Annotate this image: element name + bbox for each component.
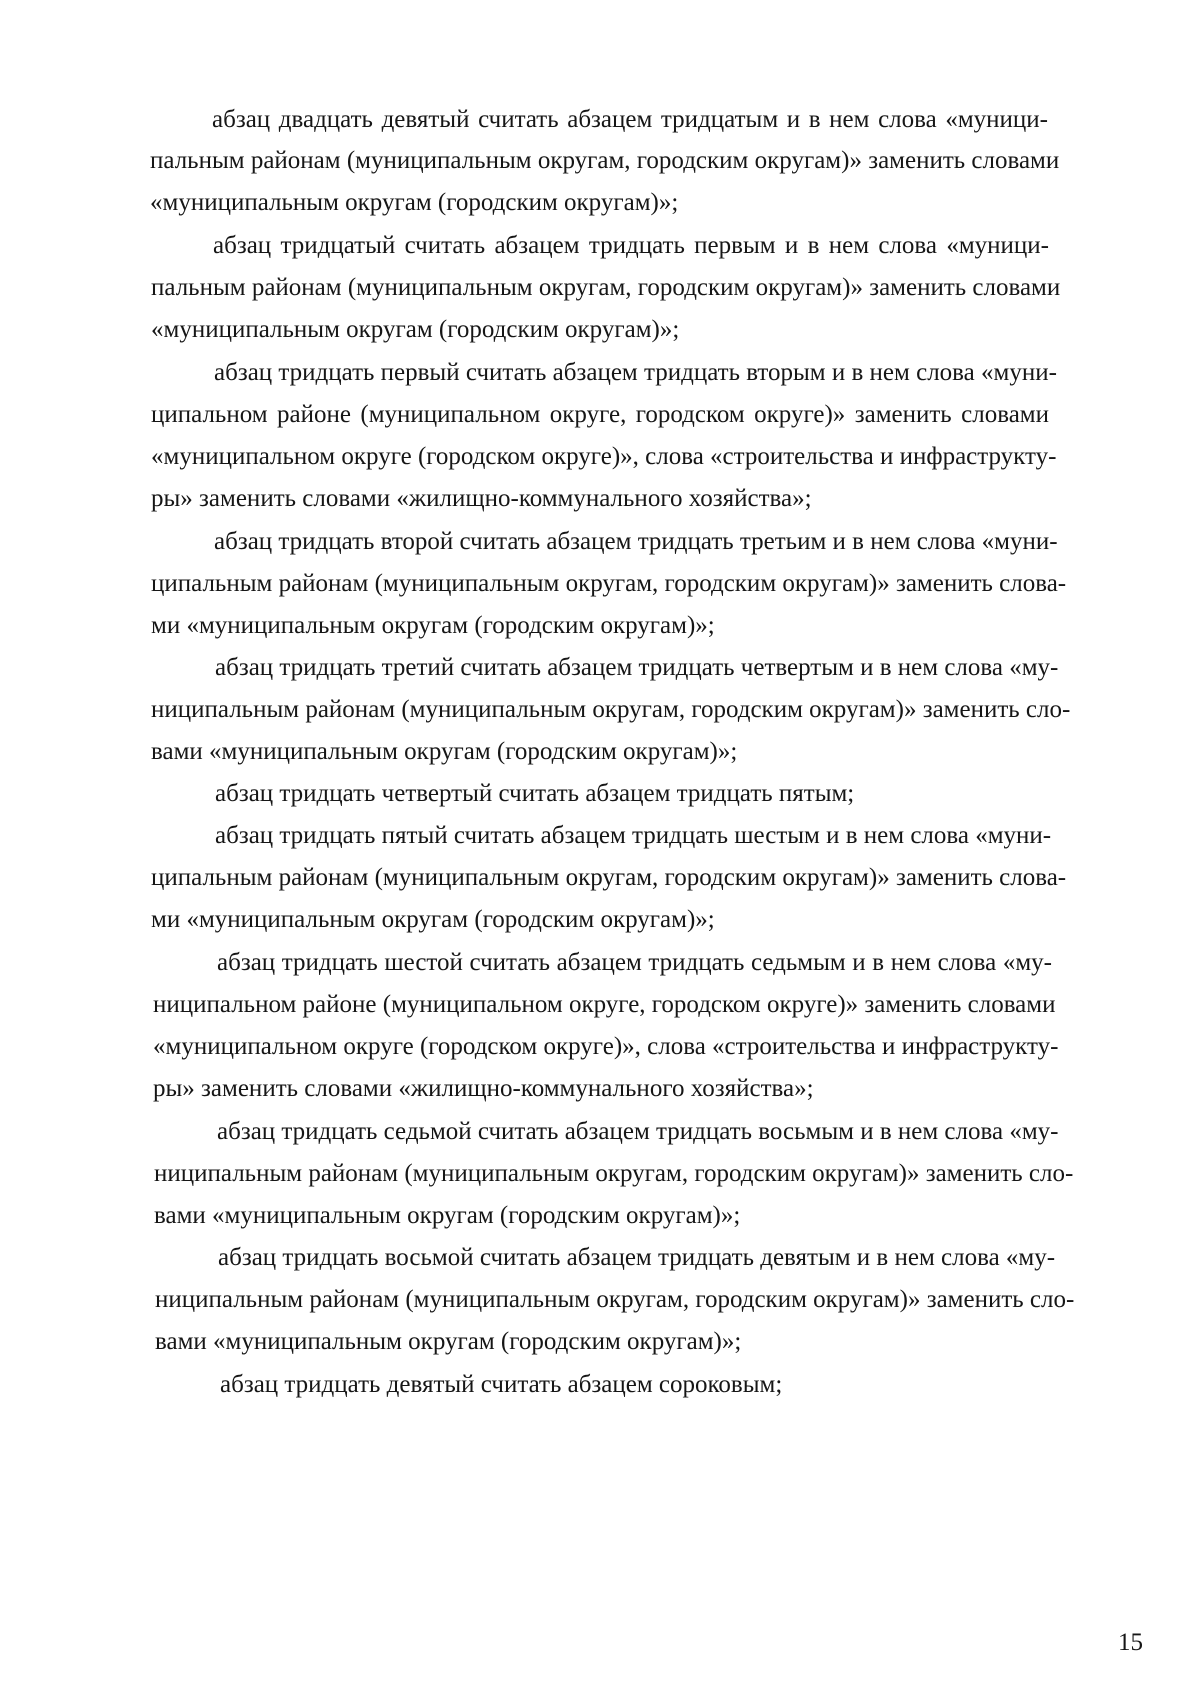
paragraph-line: ципальном районе (муниципальном округе, городском округе)» заменить словами — [151, 401, 1049, 428]
paragraph-line: абзац тридцать шестой считать абзацем тридцать седьмым и в нем слова «му- — [217, 949, 1052, 976]
paragraph-line: абзац тридцать второй считать абзацем тридцать третьим и в нем слова «муни- — [214, 528, 1058, 555]
paragraph-line: абзац тридцать пятый считать абзацем тридцать шестым и в нем слова «муни- — [215, 822, 1052, 849]
paragraph-line: вами «муниципальным округам (городским округам)»; — [151, 738, 738, 765]
paragraph-line: абзац тридцать четвертый считать абзацем тридцать пятым; — [215, 780, 855, 807]
paragraph-line: абзац двадцать девятый считать абзацем тридцатым и в нем слова «муници- — [212, 106, 1048, 133]
paragraph-line: вами «муниципальным округам (городским округам)»; — [155, 1328, 742, 1355]
paragraph-line: ниципальном районе (муниципальном округе, городском округе)» заменить словами — [153, 991, 1056, 1018]
paragraph-line: ниципальным районам (муниципальным округам, городским округам)» заменить сло- — [154, 1160, 1074, 1187]
paragraph-line: абзац тридцать восьмой считать абзацем тридцать девятым и в нем слова «му- — [218, 1244, 1056, 1271]
paragraph-line: абзац тридцатый считать абзацем тридцать первым и в нем слова «муници- — [213, 232, 1049, 259]
paragraph-line: абзац тридцать седьмой считать абзацем тридцать восьмым и в нем слова «му- — [217, 1118, 1059, 1145]
paragraph-line: «муниципальным округам (городским округам)»; — [150, 189, 679, 216]
paragraph-line: ниципальным районам (муниципальным округам, городским округам)» заменить сло- — [151, 696, 1071, 723]
paragraph-line: ми «муниципальным округам (городским округам)»; — [151, 612, 715, 639]
paragraph-line: ры» заменить словами «жилищно-коммунального хозяйства»; — [153, 1075, 814, 1102]
paragraph-line: «муниципальном округе (городском округе)», слова «строительства и инфраструкту- — [151, 443, 1057, 470]
paragraph-line: ми «муниципальным округам (городским округам)»; — [151, 906, 715, 933]
paragraph-line: «муниципальным округам (городским округам)»; — [151, 316, 680, 343]
paragraph-line: ципальным районам (муниципальным округам, городским округам)» заменить слова- — [151, 570, 1067, 597]
paragraph-line: абзац тридцать третий считать абзацем тридцать четвертым и в нем слова «му- — [215, 654, 1059, 681]
paragraph-line: вами «муниципальным округам (городским округам)»; — [154, 1202, 741, 1229]
page-number: 15 — [1118, 1629, 1143, 1656]
paragraph-line: пальным районам (муниципальным округам, городским округам)» заменить словами — [150, 147, 1060, 174]
paragraph-line: абзац тридцать первый считать абзацем тридцать вторым и в нем слова «муни- — [214, 359, 1057, 386]
paragraph-line: ципальным районам (муниципальным округам, городским округам)» заменить слова- — [151, 864, 1067, 891]
paragraph-line: абзац тридцать девятый считать абзацем сороковым; — [220, 1371, 783, 1398]
paragraph-line: ры» заменить словами «жилищно-коммунального хозяйства»; — [151, 485, 812, 512]
paragraph-line: пальным районам (муниципальным округам, городским округам)» заменить словами — [151, 274, 1061, 301]
paragraph-line: ниципальным районам (муниципальным округам, городским округам)» заменить сло- — [155, 1286, 1075, 1313]
paragraph-line: «муниципальном округе (городском округе)», слова «строительства и инфраструкту- — [153, 1033, 1059, 1060]
